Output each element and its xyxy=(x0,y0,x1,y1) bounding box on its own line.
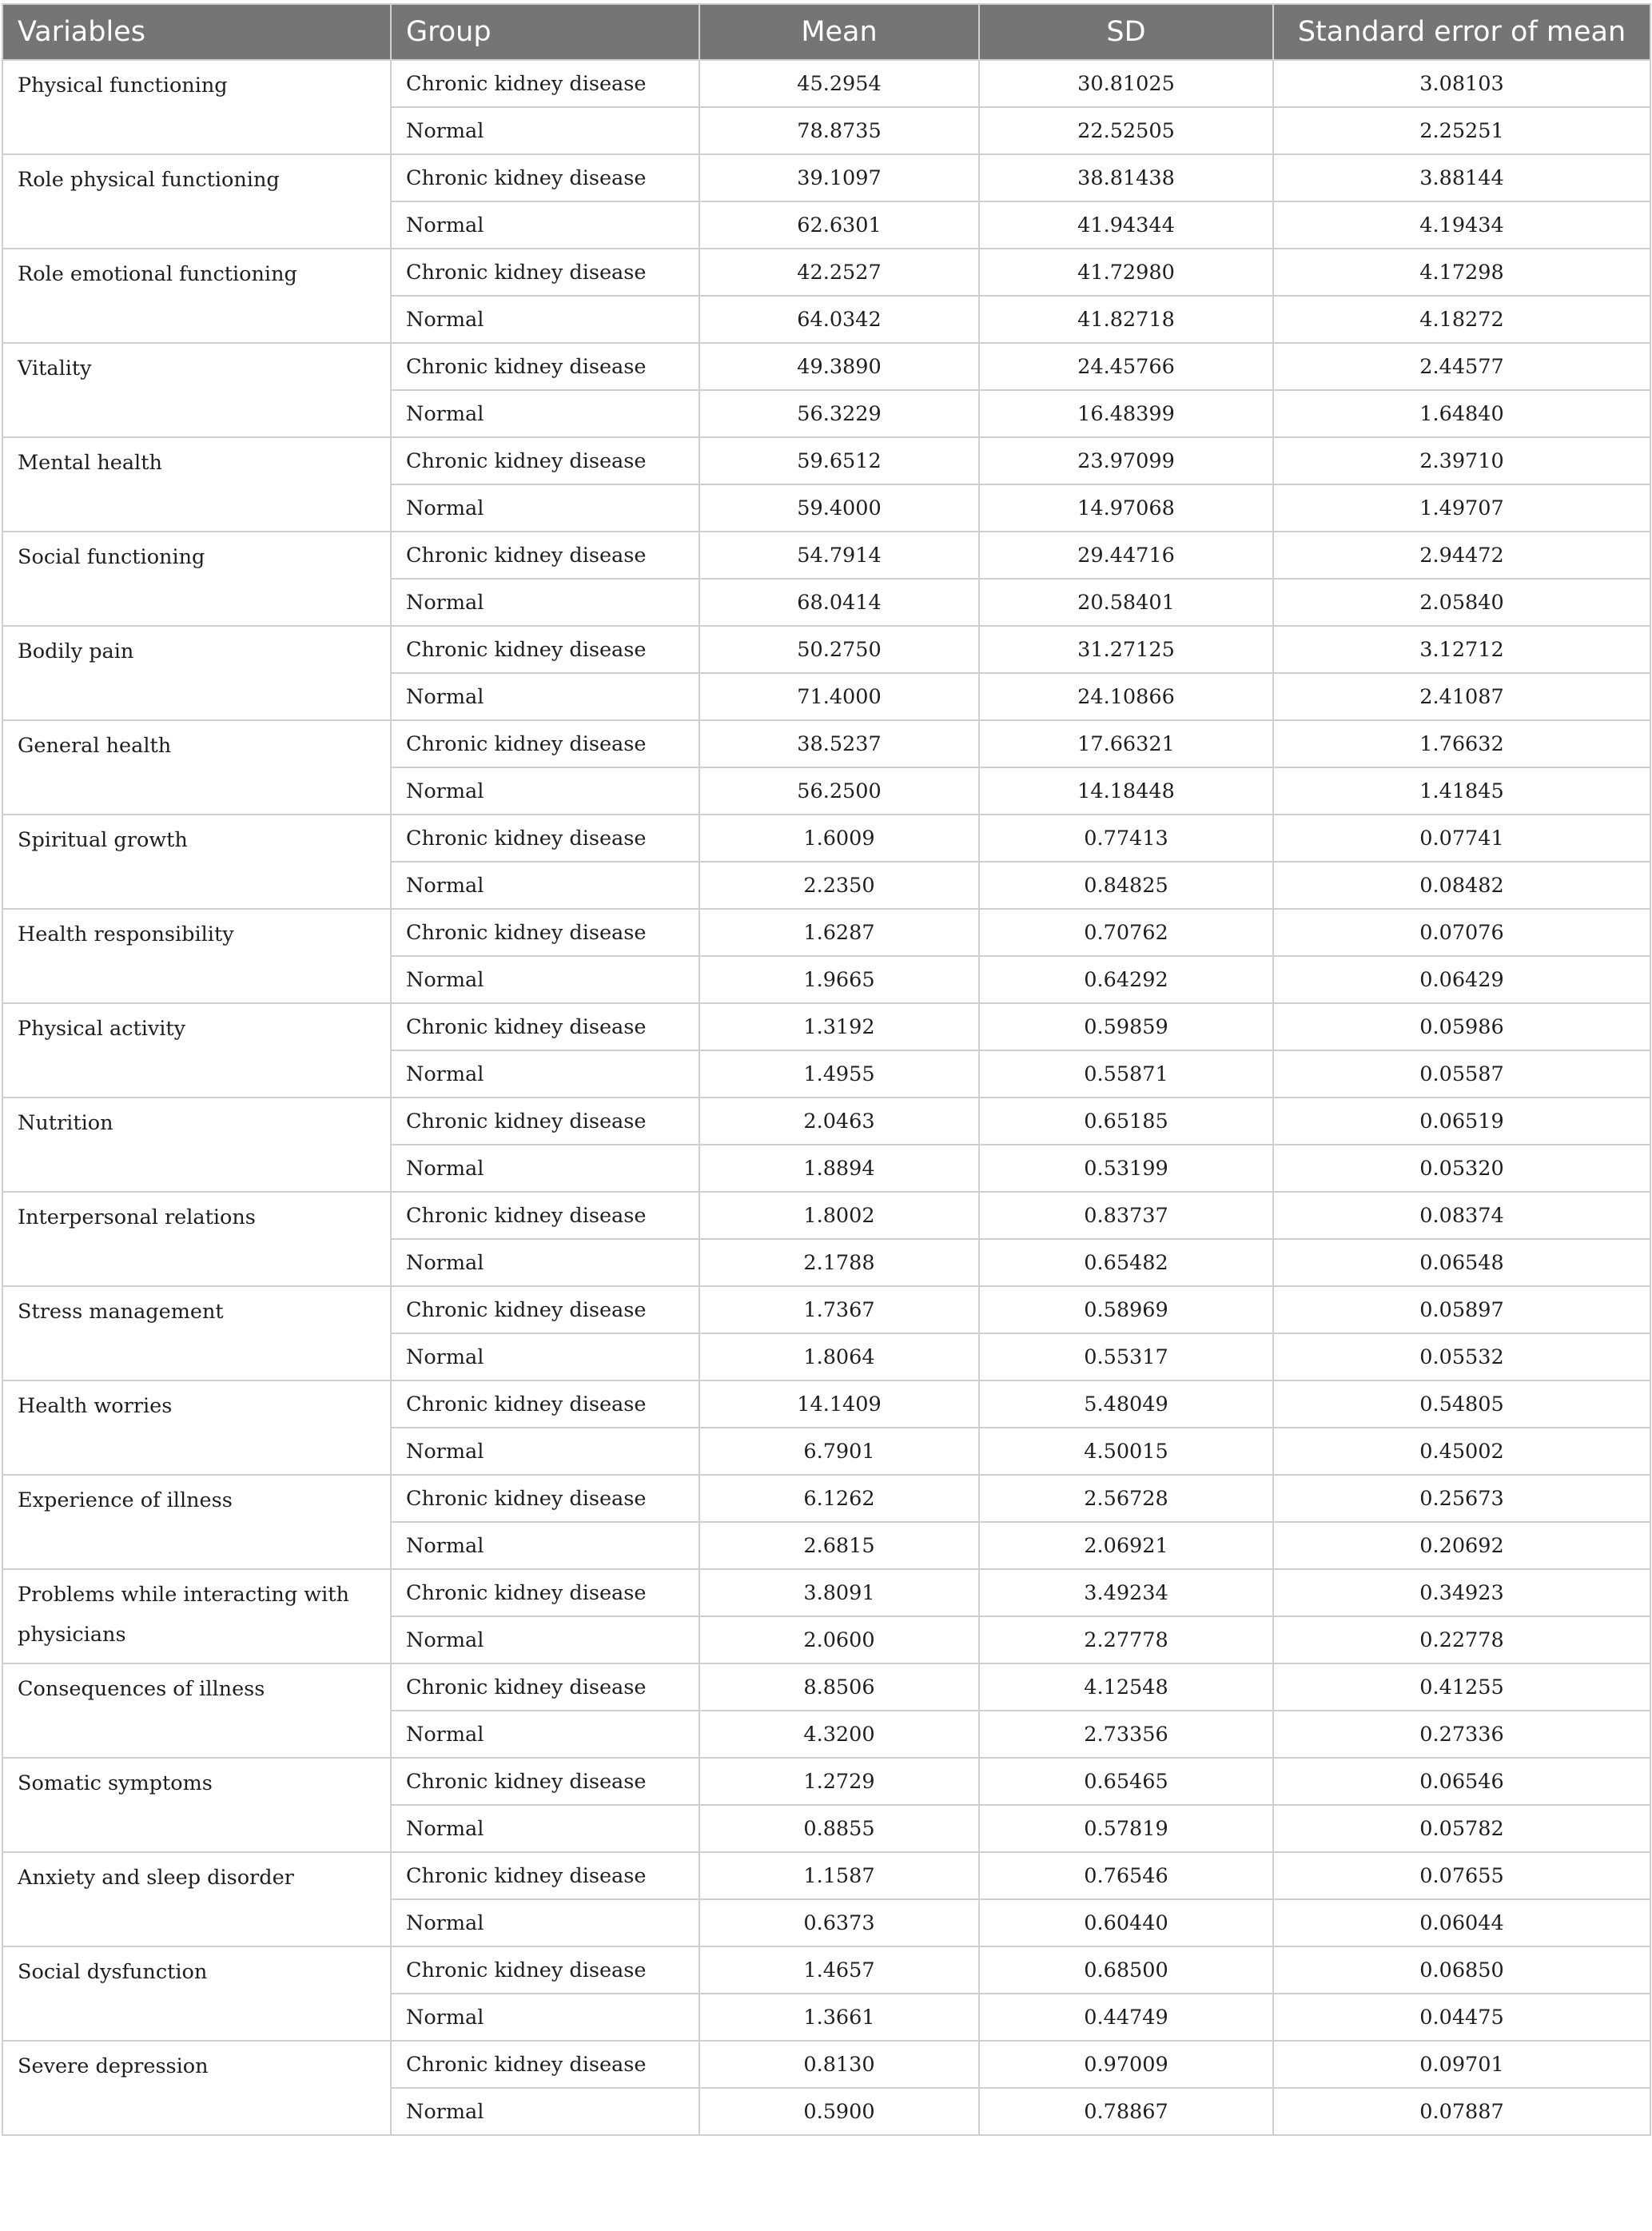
sem-cell: 0.09701 xyxy=(1273,2041,1650,2088)
table-row xyxy=(2,1852,1650,1899)
sem-cell: 0.07741 xyxy=(1273,815,1650,862)
sd-cell: 17.66321 xyxy=(979,720,1273,767)
sem-cell: 0.06546 xyxy=(1273,1758,1650,1805)
variable-cell xyxy=(2,532,391,626)
mean-cell: 1.6009 xyxy=(699,815,979,862)
sd-cell: 41.82718 xyxy=(979,296,1273,343)
sem-cell: 1.41845 xyxy=(1273,767,1650,815)
table-row xyxy=(2,1475,1650,1522)
group-cell: Normal xyxy=(391,1616,699,1663)
variable-cell xyxy=(2,1946,391,2041)
sem-cell: 4.18272 xyxy=(1273,296,1650,343)
sem-cell: 0.06429 xyxy=(1273,956,1650,1003)
sd-cell: 4.50015 xyxy=(979,1428,1273,1475)
sd-cell: 5.48049 xyxy=(979,1380,1273,1428)
table-row xyxy=(2,1380,1650,1428)
mean-cell: 68.0414 xyxy=(699,579,979,626)
sd-cell: 14.18448 xyxy=(979,767,1273,815)
mean-cell: 62.6301 xyxy=(699,201,979,249)
sd-cell: 0.65482 xyxy=(979,1239,1273,1286)
sem-cell: 0.05782 xyxy=(1273,1805,1650,1852)
mean-cell: 6.1262 xyxy=(699,1475,979,1522)
table-row xyxy=(2,1286,1650,1333)
sem-cell: 2.41087 xyxy=(1273,673,1650,720)
variable-cell xyxy=(2,1758,391,1852)
group-cell: Chronic kidney disease xyxy=(391,1946,699,1994)
mean-cell: 0.5900 xyxy=(699,2088,979,2135)
variable-label: Bodily pain xyxy=(18,639,134,663)
table-row xyxy=(2,909,1650,956)
mean-cell: 1.8002 xyxy=(699,1192,979,1239)
table-body xyxy=(2,60,1650,2135)
variable-label: Physical activity xyxy=(18,1017,186,1041)
group-cell: Normal xyxy=(391,673,699,720)
table-container xyxy=(2,3,1650,2136)
variable-cell xyxy=(2,909,391,1003)
variable-cell xyxy=(2,1192,391,1286)
variable-label: Stress management xyxy=(18,1300,224,1324)
table-row xyxy=(2,1003,1650,1050)
group-cell: Chronic kidney disease xyxy=(391,626,699,673)
sd-cell: 0.76546 xyxy=(979,1852,1273,1899)
sd-cell: 0.68500 xyxy=(979,1946,1273,1994)
group-cell: Normal xyxy=(391,107,699,154)
mean-cell: 1.8894 xyxy=(699,1145,979,1192)
variable-label: Experience of illness xyxy=(18,1488,233,1512)
header-variables: Variables xyxy=(2,4,391,60)
variable-cell xyxy=(2,437,391,532)
group-cell: Chronic kidney disease xyxy=(391,343,699,390)
sd-cell: 0.60440 xyxy=(979,1899,1273,1946)
group-cell: Chronic kidney disease xyxy=(391,1663,699,1711)
statistics-table xyxy=(2,3,1651,2136)
sd-cell: 0.59859 xyxy=(979,1003,1273,1050)
variable-label: Vitality xyxy=(18,357,92,380)
sd-cell: 0.97009 xyxy=(979,2041,1273,2088)
mean-cell: 14.1409 xyxy=(699,1380,979,1428)
sem-cell: 0.04475 xyxy=(1273,1994,1650,2041)
sd-cell: 0.57819 xyxy=(979,1805,1273,1852)
variable-label: Social functioning xyxy=(18,545,205,569)
sem-cell: 2.94472 xyxy=(1273,532,1650,579)
variable-label: Somatic symptoms xyxy=(18,1771,213,1795)
variable-cell xyxy=(2,249,391,343)
sd-cell: 4.12548 xyxy=(979,1663,1273,1711)
sem-cell: 3.08103 xyxy=(1273,60,1650,107)
sem-cell: 0.45002 xyxy=(1273,1428,1650,1475)
mean-cell: 2.1788 xyxy=(699,1239,979,1286)
mean-cell: 8.8506 xyxy=(699,1663,979,1711)
group-cell: Normal xyxy=(391,1805,699,1852)
variable-cell xyxy=(2,60,391,154)
group-cell: Normal xyxy=(391,296,699,343)
sd-cell: 0.84825 xyxy=(979,862,1273,909)
variable-cell xyxy=(2,1663,391,1758)
variable-cell xyxy=(2,1852,391,1946)
variable-cell xyxy=(2,720,391,815)
variable-label: Spiritual growth xyxy=(18,828,188,852)
variable-label: Problems while interacting with physicians xyxy=(18,1583,349,1647)
variable-label: Health worries xyxy=(18,1394,173,1418)
group-cell: Chronic kidney disease xyxy=(391,1569,699,1616)
sem-cell: 0.22778 xyxy=(1273,1616,1650,1663)
sd-cell: 0.65465 xyxy=(979,1758,1273,1805)
sd-cell: 38.81438 xyxy=(979,154,1273,201)
group-cell: Normal xyxy=(391,956,699,1003)
sd-cell: 24.10866 xyxy=(979,673,1273,720)
variable-cell xyxy=(2,2041,391,2135)
group-cell: Normal xyxy=(391,2088,699,2135)
mean-cell: 56.3229 xyxy=(699,390,979,437)
table-row xyxy=(2,154,1650,201)
sem-cell: 0.25673 xyxy=(1273,1475,1650,1522)
sem-cell: 1.64840 xyxy=(1273,390,1650,437)
mean-cell: 6.7901 xyxy=(699,1428,979,1475)
header-sem: Standard error of mean xyxy=(1273,4,1650,60)
group-cell: Chronic kidney disease xyxy=(391,437,699,484)
table-row xyxy=(2,1663,1650,1711)
variable-label: Social dysfunction xyxy=(18,1960,208,1984)
group-cell: Chronic kidney disease xyxy=(391,1475,699,1522)
group-cell: Chronic kidney disease xyxy=(391,1852,699,1899)
table-row xyxy=(2,1192,1650,1239)
mean-cell: 3.8091 xyxy=(699,1569,979,1616)
table-row xyxy=(2,815,1650,862)
mean-cell: 1.2729 xyxy=(699,1758,979,1805)
sem-cell: 0.07076 xyxy=(1273,909,1650,956)
group-cell: Normal xyxy=(391,1145,699,1192)
mean-cell: 0.8855 xyxy=(699,1805,979,1852)
table-row xyxy=(2,1569,1650,1616)
sem-cell: 0.20692 xyxy=(1273,1522,1650,1569)
table-row xyxy=(2,1946,1650,1994)
sd-cell: 14.97068 xyxy=(979,484,1273,532)
table-row xyxy=(2,343,1650,390)
sd-cell: 0.58969 xyxy=(979,1286,1273,1333)
mean-cell: 1.4657 xyxy=(699,1946,979,1994)
mean-cell: 1.8064 xyxy=(699,1333,979,1380)
mean-cell: 1.1587 xyxy=(699,1852,979,1899)
table-row xyxy=(2,720,1650,767)
variable-cell xyxy=(2,815,391,909)
group-cell: Chronic kidney disease xyxy=(391,1192,699,1239)
sem-cell: 1.76632 xyxy=(1273,720,1650,767)
variable-label: Mental health xyxy=(18,451,162,475)
group-cell: Normal xyxy=(391,1711,699,1758)
sem-cell: 0.06548 xyxy=(1273,1239,1650,1286)
sd-cell: 2.56728 xyxy=(979,1475,1273,1522)
sd-cell: 29.44716 xyxy=(979,532,1273,579)
mean-cell: 1.9665 xyxy=(699,956,979,1003)
sem-cell: 0.08482 xyxy=(1273,862,1650,909)
group-cell: Normal xyxy=(391,390,699,437)
mean-cell: 38.5237 xyxy=(699,720,979,767)
variable-label: Anxiety and sleep disorder xyxy=(18,1866,294,1890)
mean-cell: 1.7367 xyxy=(699,1286,979,1333)
sem-cell: 0.08374 xyxy=(1273,1192,1650,1239)
sem-cell: 2.44577 xyxy=(1273,343,1650,390)
sem-cell: 0.05532 xyxy=(1273,1333,1650,1380)
header-row xyxy=(2,4,1650,60)
variable-cell xyxy=(2,154,391,249)
variable-cell xyxy=(2,1003,391,1098)
header-sd: SD xyxy=(979,4,1273,60)
mean-cell: 4.3200 xyxy=(699,1711,979,1758)
variable-cell xyxy=(2,626,391,720)
sd-cell: 41.72980 xyxy=(979,249,1273,296)
mean-cell: 71.4000 xyxy=(699,673,979,720)
variable-cell xyxy=(2,1098,391,1192)
mean-cell: 1.3192 xyxy=(699,1003,979,1050)
sem-cell: 2.05840 xyxy=(1273,579,1650,626)
variable-label: Role physical functioning xyxy=(18,168,280,192)
mean-cell: 0.6373 xyxy=(699,1899,979,1946)
sem-cell: 0.07655 xyxy=(1273,1852,1650,1899)
mean-cell: 2.6815 xyxy=(699,1522,979,1569)
sem-cell: 4.19434 xyxy=(1273,201,1650,249)
group-cell: Normal xyxy=(391,1333,699,1380)
group-cell: Chronic kidney disease xyxy=(391,2041,699,2088)
group-cell: Chronic kidney disease xyxy=(391,154,699,201)
sem-cell: 3.12712 xyxy=(1273,626,1650,673)
group-cell: Chronic kidney disease xyxy=(391,1286,699,1333)
header-group: Group xyxy=(391,4,699,60)
sem-cell: 3.88144 xyxy=(1273,154,1650,201)
mean-cell: 59.4000 xyxy=(699,484,979,532)
sem-cell: 0.05897 xyxy=(1273,1286,1650,1333)
variable-cell xyxy=(2,1380,391,1475)
sem-cell: 0.27336 xyxy=(1273,1711,1650,1758)
sem-cell: 0.05320 xyxy=(1273,1145,1650,1192)
group-cell: Chronic kidney disease xyxy=(391,1003,699,1050)
mean-cell: 50.2750 xyxy=(699,626,979,673)
variable-label: Severe depression xyxy=(18,2054,209,2078)
sd-cell: 0.83737 xyxy=(979,1192,1273,1239)
table-row xyxy=(2,60,1650,107)
sd-cell: 3.49234 xyxy=(979,1569,1273,1616)
sd-cell: 23.97099 xyxy=(979,437,1273,484)
sd-cell: 2.06921 xyxy=(979,1522,1273,1569)
sd-cell: 0.78867 xyxy=(979,2088,1273,2135)
sem-cell: 0.34923 xyxy=(1273,1569,1650,1616)
mean-cell: 56.2500 xyxy=(699,767,979,815)
mean-cell: 2.0463 xyxy=(699,1098,979,1145)
sd-cell: 41.94344 xyxy=(979,201,1273,249)
sem-cell: 0.05587 xyxy=(1273,1050,1650,1098)
group-cell: Chronic kidney disease xyxy=(391,249,699,296)
variable-label: General health xyxy=(18,734,172,758)
table-row xyxy=(2,2041,1650,2088)
group-cell: Normal xyxy=(391,1522,699,1569)
mean-cell: 1.6287 xyxy=(699,909,979,956)
group-cell: Chronic kidney disease xyxy=(391,720,699,767)
group-cell: Chronic kidney disease xyxy=(391,60,699,107)
variable-cell xyxy=(2,1475,391,1569)
sem-cell: 4.17298 xyxy=(1273,249,1650,296)
variable-label: Health responsibility xyxy=(18,922,234,946)
mean-cell: 1.3661 xyxy=(699,1994,979,2041)
sd-cell: 0.55317 xyxy=(979,1333,1273,1380)
header-mean: Mean xyxy=(699,4,979,60)
group-cell: Normal xyxy=(391,1994,699,2041)
sem-cell: 2.25251 xyxy=(1273,107,1650,154)
variable-label: Nutrition xyxy=(18,1111,113,1135)
sd-cell: 24.45766 xyxy=(979,343,1273,390)
table-row xyxy=(2,626,1650,673)
sd-cell: 16.48399 xyxy=(979,390,1273,437)
sem-cell: 0.41255 xyxy=(1273,1663,1650,1711)
mean-cell: 39.1097 xyxy=(699,154,979,201)
mean-cell: 54.7914 xyxy=(699,532,979,579)
sd-cell: 0.65185 xyxy=(979,1098,1273,1145)
table-header xyxy=(2,4,1650,60)
group-cell: Normal xyxy=(391,579,699,626)
variable-label: Interpersonal relations xyxy=(18,1205,256,1229)
group-cell: Normal xyxy=(391,1050,699,1098)
group-cell: Normal xyxy=(391,1239,699,1286)
mean-cell: 0.8130 xyxy=(699,2041,979,2088)
variable-cell xyxy=(2,1569,391,1663)
sd-cell: 2.27778 xyxy=(979,1616,1273,1663)
sd-cell: 0.55871 xyxy=(979,1050,1273,1098)
group-cell: Chronic kidney disease xyxy=(391,815,699,862)
sem-cell: 1.49707 xyxy=(1273,484,1650,532)
mean-cell: 2.0600 xyxy=(699,1616,979,1663)
group-cell: Chronic kidney disease xyxy=(391,1380,699,1428)
mean-cell: 42.2527 xyxy=(699,249,979,296)
table-row xyxy=(2,532,1650,579)
sd-cell: 30.81025 xyxy=(979,60,1273,107)
table-row xyxy=(2,1098,1650,1145)
group-cell: Normal xyxy=(391,862,699,909)
group-cell: Chronic kidney disease xyxy=(391,532,699,579)
mean-cell: 59.6512 xyxy=(699,437,979,484)
group-cell: Normal xyxy=(391,1899,699,1946)
variable-label: Physical functioning xyxy=(18,74,228,98)
sem-cell: 0.06850 xyxy=(1273,1946,1650,1994)
group-cell: Normal xyxy=(391,484,699,532)
table-row xyxy=(2,437,1650,484)
variable-label: Consequences of illness xyxy=(18,1677,265,1701)
mean-cell: 49.3890 xyxy=(699,343,979,390)
sd-cell: 31.27125 xyxy=(979,626,1273,673)
mean-cell: 1.4955 xyxy=(699,1050,979,1098)
table-row xyxy=(2,1758,1650,1805)
sem-cell: 0.06519 xyxy=(1273,1098,1650,1145)
sd-cell: 20.58401 xyxy=(979,579,1273,626)
sem-cell: 0.07887 xyxy=(1273,2088,1650,2135)
sd-cell: 2.73356 xyxy=(979,1711,1273,1758)
group-cell: Normal xyxy=(391,201,699,249)
mean-cell: 78.8735 xyxy=(699,107,979,154)
variable-label: Role emotional functioning xyxy=(18,262,297,286)
sem-cell: 0.05986 xyxy=(1273,1003,1650,1050)
group-cell: Normal xyxy=(391,767,699,815)
group-cell: Chronic kidney disease xyxy=(391,1098,699,1145)
table-row xyxy=(2,249,1650,296)
sd-cell: 0.64292 xyxy=(979,956,1273,1003)
variable-cell xyxy=(2,343,391,437)
mean-cell: 45.2954 xyxy=(699,60,979,107)
sd-cell: 0.44749 xyxy=(979,1994,1273,2041)
variable-cell xyxy=(2,1286,391,1380)
group-cell: Chronic kidney disease xyxy=(391,909,699,956)
mean-cell: 64.0342 xyxy=(699,296,979,343)
mean-cell: 2.2350 xyxy=(699,862,979,909)
sem-cell: 2.39710 xyxy=(1273,437,1650,484)
sd-cell: 0.53199 xyxy=(979,1145,1273,1192)
group-cell: Normal xyxy=(391,1428,699,1475)
sd-cell: 0.70762 xyxy=(979,909,1273,956)
sd-cell: 0.77413 xyxy=(979,815,1273,862)
sd-cell: 22.52505 xyxy=(979,107,1273,154)
sem-cell: 0.54805 xyxy=(1273,1380,1650,1428)
sem-cell: 0.06044 xyxy=(1273,1899,1650,1946)
group-cell: Chronic kidney disease xyxy=(391,1758,699,1805)
